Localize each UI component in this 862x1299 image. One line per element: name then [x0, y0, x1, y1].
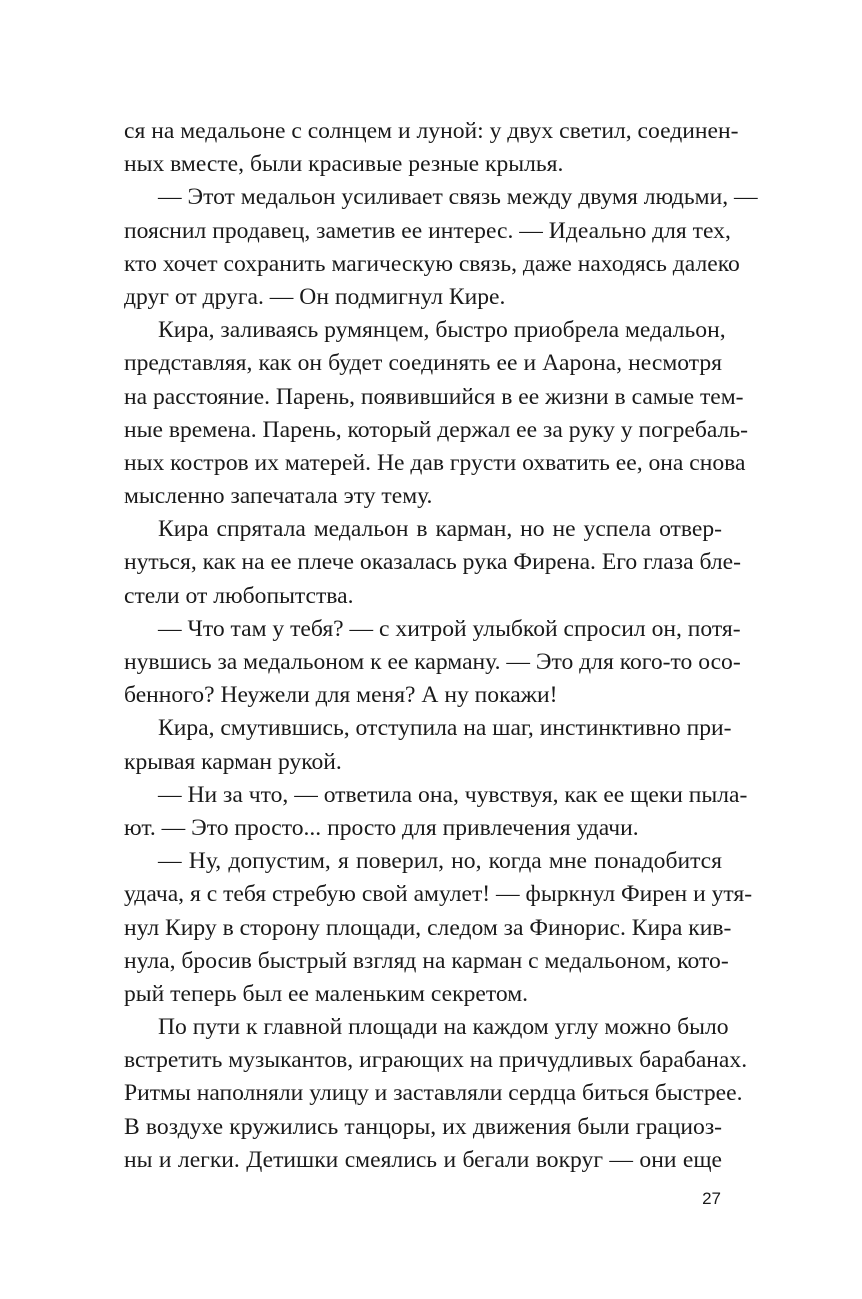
text-line: — Ну, допустим, я поверил, но, когда мне понадобится	[158, 848, 722, 875]
text-line: пояснил продавец, заметив ее интерес. — Идеально для тех,	[124, 217, 731, 244]
text-line: ся на медальоне с солнцем и луной: у двух светил, соединен-	[124, 118, 739, 144]
text-line: ют. — Это просто... просто для привлечения удачи.	[124, 814, 639, 841]
text-line: Кира спрятала медальон в карман, но не успела отвер-	[158, 516, 722, 543]
text-line: — Этот медальон усиливает связь между двумя людьми, —	[158, 184, 758, 211]
text-line: Кира, смутившись, отступила на шаг, инстинктивно при-	[158, 715, 732, 742]
text-line: стели от любопытства.	[124, 582, 354, 609]
text-line: ны и легки. Детишки смеялись и бегали вокруг — они еще	[124, 1146, 722, 1173]
text-line: на расстояние. Парень, появившийся в ее жизни в самые тем-	[124, 383, 744, 410]
text-line: ных костров их матерей. Не дав грусти охватить ее, она снова	[124, 449, 746, 476]
page-number: 27	[702, 1189, 721, 1208]
body-text	[124, 115, 758, 1177]
text-line: Ритмы наполняли улицу и заставляли сердца биться быстрее.	[124, 1080, 743, 1107]
text-line: встретить музыкантов, играющих на причудливых барабанах.	[124, 1047, 748, 1074]
text-line: удача, я с тебя стребую свой амулет! — фыркнул Фирен и утя-	[124, 881, 753, 908]
text-line: Кира, заливаясь румянцем, быстро приобрела медальон,	[158, 317, 726, 344]
text-line: ных вместе, были красивые резные крылья.	[124, 151, 564, 178]
text-line: друг от друга. — Он подмигнул Кире.	[124, 283, 506, 310]
text-line: ные времена. Парень, который держал ее за руку у погребаль-	[124, 416, 748, 443]
text-line: кто хочет сохранить магическую связь, даже находясь далеко	[124, 250, 740, 277]
text-line: нула, бросив быстрый взгляд на карман с медальоном, кото-	[124, 947, 729, 974]
text-line: мысленно запечатала эту тему.	[124, 483, 433, 510]
text-line: — Ни за что, — ответила она, чувствуя, как ее щеки пыла-	[158, 781, 748, 808]
text-line: По пути к главной площади на каждом углу можно было	[158, 1014, 729, 1041]
text-line: В воздухе кружились танцоры, их движения были грациоз-	[124, 1113, 722, 1140]
text-line: бенного? Неужели для меня? А ну покажи!	[124, 682, 558, 709]
text-line: нувшись за медальоном к ее карману. — Это для кого-то осо-	[124, 649, 741, 675]
text-line: — Что там у тебя? — с хитрой улыбкой спросил он, потя-	[158, 615, 741, 642]
text-line: представляя, как он будет соединять ее и Аарона, несмотря	[124, 350, 722, 377]
text-line: нуться, как на ее плече оказалась рука Фирена. Его глаза бле-	[124, 549, 741, 576]
text-line: крывая карман рукой.	[124, 748, 342, 775]
text-line: рый теперь был ее маленьким секретом.	[124, 980, 529, 1007]
text-line: нул Киру в сторону площади, следом за Финорис. Кира кив-	[124, 914, 732, 941]
